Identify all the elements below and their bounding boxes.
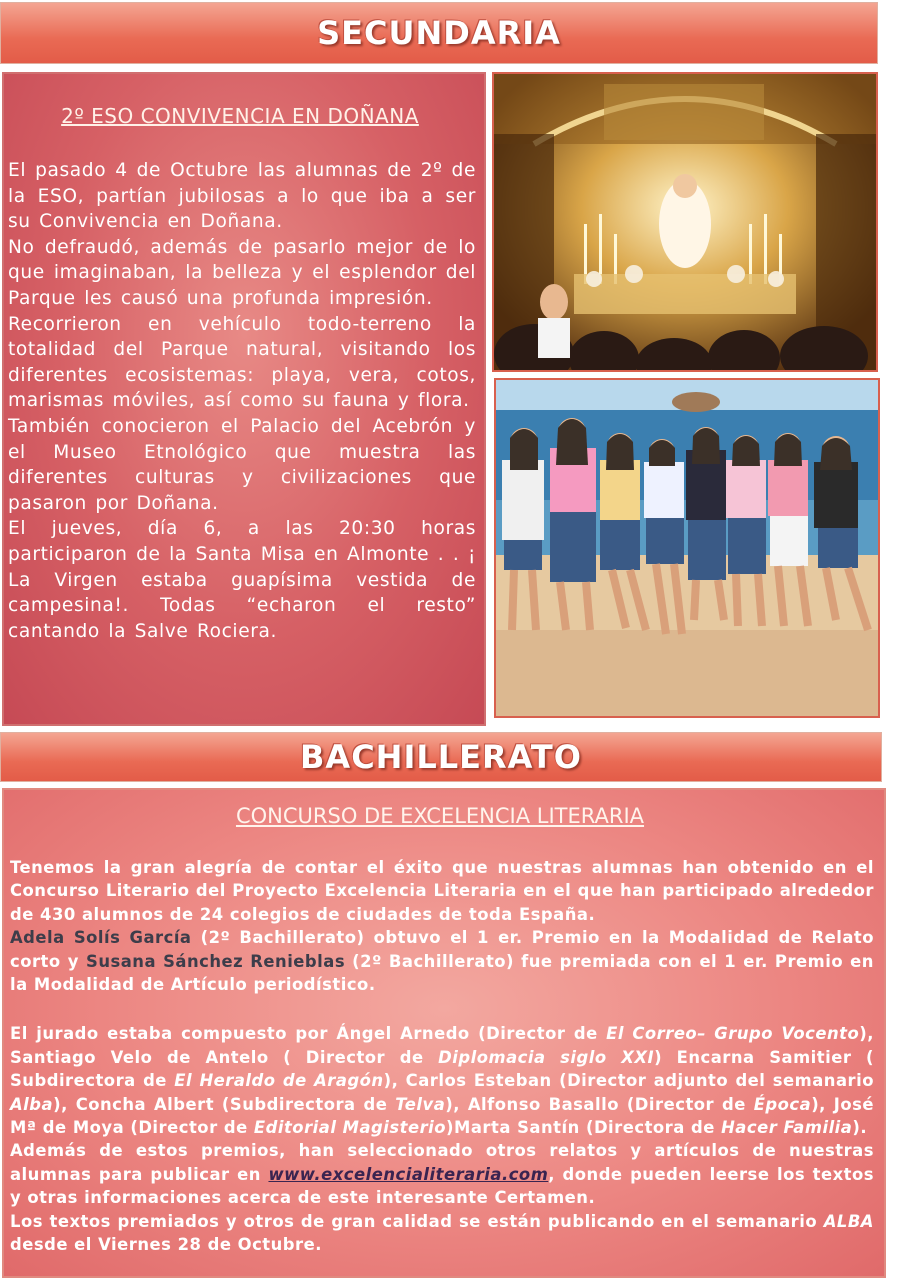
secundaria-paragraph: También conocieron el Palacio del Acebrón y el Museo Etnológico que muestra las diferentes culturas y civilizaciones que pasaron por Doñana.: [8, 415, 476, 514]
bachillerato-paragraph-website: [10, 1139, 874, 1209]
jury-text: ), José Mª de Moya (Director de: [10, 1094, 875, 1138]
secundaria-article-title: 2º ESO CONVIVENCIA EN DOÑANA: [61, 104, 419, 128]
jury-text: ).: [852, 1118, 868, 1138]
bachillerato-banner-label: BACHILLERATO: [300, 738, 582, 776]
alba-text: Los textos premiados y otros de gran calidad se están publicando en el semanario: [10, 1211, 824, 1231]
secundaria-article-body: [8, 158, 476, 644]
secundaria-banner-label: SECUNDARIA: [317, 14, 561, 52]
publication-name: Época: [753, 1094, 812, 1114]
publication-name: El Correo– Grupo Vocento: [606, 1024, 860, 1044]
secundaria-paragraph: El jueves, día 6, a las 20:30 horas participaron de la Santa Misa en Almonte . . ¡ La Virgen estaba guapísima vestida de campesina!. Todas “echaron el resto” cantando la Salve Rociera.: [8, 518, 476, 642]
publication-name: Editorial Magisterio: [253, 1118, 447, 1138]
jury-text: ), Carlos Esteban (Director adjunto del semanario: [383, 1071, 874, 1091]
publication-name: Alba: [10, 1094, 54, 1114]
bachillerato-paragraph-alba: [10, 1210, 874, 1257]
church-altar-photo: [492, 72, 878, 372]
bachillerato-paragraph-jury: [10, 1022, 874, 1139]
winner-name-1: Adela Solís García: [10, 928, 192, 948]
jury-text: )Marta Santín (Directora de: [446, 1118, 722, 1138]
church-altar-illustration: [494, 74, 876, 370]
alba-text: desde el Viernes 28 de Octubre.: [10, 1235, 322, 1255]
winner-text-2: (2º Bachillerato) fue premiada con el 1 er. Premio en la Modalidad de Artículo periodístico.: [10, 951, 874, 995]
winner-name-2: Susana Sánchez Renieblas: [86, 951, 346, 971]
secundaria-paragraph: No defraudó, además de pasarlo mejor de lo que imaginaban, la belleza y el esplendor del Parque les causó una profunda impresión.: [8, 236, 476, 309]
publication-name: Telva: [395, 1094, 446, 1114]
bachillerato-article-title: CONCURSO DE EXCELENCIA LITERARIA: [235, 804, 645, 828]
website-text: Además de estos premios, han seleccionado otros relatos y artículos de nuestras alumnas para publicar en: [10, 1141, 874, 1184]
beach-group-photo: [494, 378, 880, 718]
bachillerato-article-body: [10, 856, 874, 1257]
bachillerato-paragraph-intro: Tenemos la gran alegría de contar el éxito que nuestras alumnas han obtenido en el Concurso Literario del Proyecto Excelencia Literaria en el que han participado alrededor de 430 alumnos de 24 colegios de ciudades de toda España.: [10, 858, 874, 924]
secundaria-banner: [0, 2, 878, 64]
jury-text: ) Encarna Samitier ( Subdirectora de: [10, 1047, 875, 1091]
jury-text: ), Santiago Velo de Antelo ( Director de: [10, 1024, 874, 1067]
beach-group-illustration: [496, 380, 878, 716]
website-text: , donde pueden leerse los textos y otras informaciones acerca de este interesante Certamen.: [10, 1164, 874, 1208]
publication-name: El Heraldo de Aragón: [174, 1071, 384, 1091]
publication-name: ALBA: [823, 1211, 874, 1231]
winner-text-1: (2º Bachillerato) obtuvo el 1 er. Premio en la Modalidad de Relato corto y: [10, 928, 874, 971]
secundaria-paragraph: Recorrieron en vehículo todo-terreno la totalidad del Parque natural, visitando los diferentes ecosistemas: playa, vera, cotos, marismas móviles, así como su fauna y flora.: [8, 313, 476, 412]
jury-text: El jurado estaba compuesto por Ángel Arnedo (Director de: [10, 1024, 607, 1044]
jury-text: ), Concha Albert (Subdirectora de: [53, 1094, 396, 1114]
bachillerato-banner: [0, 732, 882, 782]
secundaria-paragraph: El pasado 4 de Octubre las alumnas de 2º de la ESO, partían jubilosas a lo que iba a ser su Convivencia en Doñana.: [8, 160, 476, 233]
bachillerato-paragraph-winners: [10, 926, 874, 996]
publication-name: Hacer Familia: [721, 1118, 853, 1138]
publication-name: Diplomacia siglo XXI: [438, 1047, 655, 1067]
excelencia-literaria-link[interactable]: www.excelencialiteraria.com: [268, 1164, 549, 1184]
jury-text: ), Alfonso Basallo (Director de: [445, 1094, 754, 1114]
